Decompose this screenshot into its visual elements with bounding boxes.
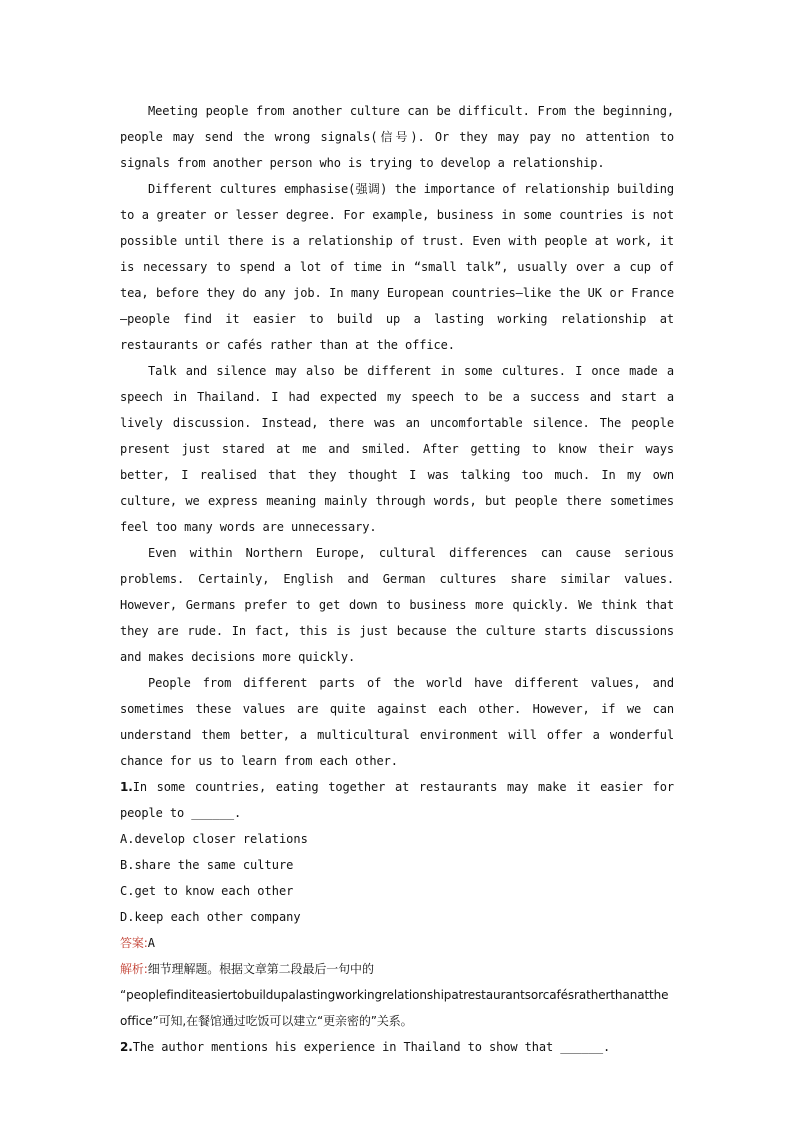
- question-1-option-a: A.develop closer relations: [120, 832, 308, 846]
- question-1-option-c: C.get to know each other: [120, 884, 294, 898]
- question-2-stem: The author mentions his experience in Thailand to show that ______.: [132, 1040, 611, 1054]
- answer-value: A: [147, 936, 155, 950]
- passage-paragraph-2: Different cultures emphasise(强调) the importance of relationship building to a greater or lesser degree. For example, business in some countries is not possible until there is a relationship of trust. Even with people at work, it is necessary to spend a lot of time in “small talk”, usually over a cup of tea, before they do any job. In many European countries—like the UK or France—people find it easier to build up a lasting working relationship at restaurants or cafés rather than at the office.: [120, 182, 674, 352]
- answer-line: [120, 930, 674, 956]
- analysis-quote: “peoplefinditeasiertobuildupalastingworkingrelationshipatrestaurantsorcafésratherthanattheoffice”: [120, 988, 669, 1028]
- question-2-number: 2.: [120, 1040, 133, 1054]
- analysis-text-after: 可知,在餐馆通过吃饭可以建立“更亲密的”关系。: [158, 1014, 413, 1028]
- question-2-stem-line: [120, 1034, 674, 1060]
- answer-label: 答案:: [120, 936, 148, 950]
- question-1-stem: In some countries, eating together at restaurants may make it easier for people to ______.: [120, 780, 674, 820]
- question-1-option-b: B.share the same culture: [120, 858, 294, 872]
- question-2: [120, 1034, 674, 1060]
- analysis-block: [120, 956, 674, 1034]
- question-1-option-d: D.keep each other company: [120, 910, 301, 924]
- passage-paragraph-4: Even within Northern Europe, cultural differences can cause serious problems. Certainly, English and German cultures share similar values. However, Germans prefer to get down to business more quickly. We think that they are rude. In fact, this is just because the culture starts discussions and makes decisions more quickly.: [120, 546, 674, 664]
- analysis-text-before: 细节理解题。根据文章第二段最后一句中的: [147, 962, 374, 976]
- passage-paragraph-1: Meeting people from another culture can be difficult. From the beginning, people may send the wrong signals(信号). Or they may pay no attention to signals from another person who is trying to develop a relationship.: [120, 104, 674, 170]
- question-1-stem-line: [120, 774, 674, 826]
- analysis-label: 解析:: [120, 962, 148, 976]
- reading-passage: [120, 98, 674, 774]
- question-1: [120, 774, 674, 930]
- passage-paragraph-3: Talk and silence may also be different in some cultures. I once made a speech in Thailand. I had expected my speech to be a success and start a lively discussion. Instead, there was an uncomfortable silence. The people present just stared at me and smiled. After getting to know their ways better, I realised that they thought I was talking too much. In my own culture, we express meaning mainly through words, but people there sometimes feel too many words are unnecessary.: [120, 364, 674, 534]
- question-1-number: 1.: [120, 780, 133, 794]
- passage-paragraph-5: People from different parts of the world have different values, and sometimes these values are quite against each other. However, if we can understand them better, a multicultural environment will offer a wonderful chance for us to learn from each other.: [120, 676, 674, 768]
